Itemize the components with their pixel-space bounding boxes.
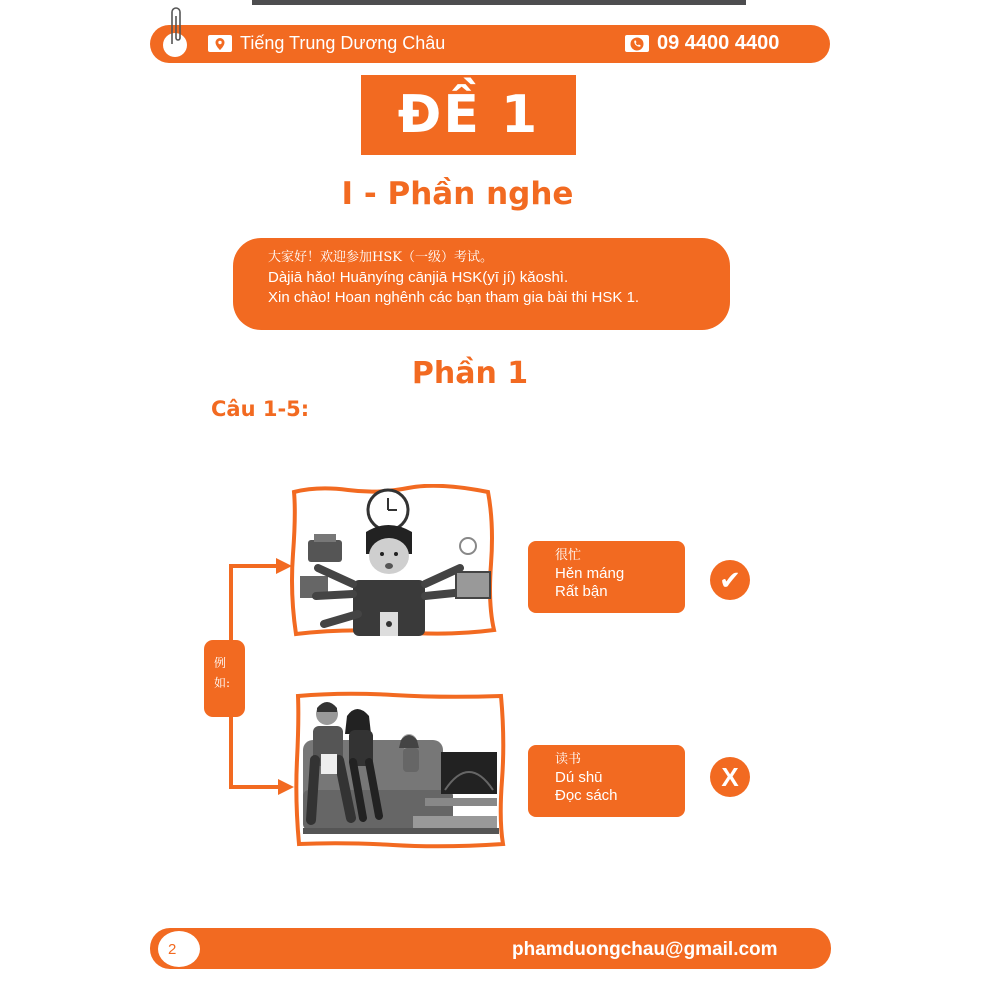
paperclip-icon: [168, 4, 184, 48]
busy-woman-illustration: [288, 484, 498, 638]
card-2-pinyin: Dú shū: [555, 769, 603, 786]
intro-pinyin: Dàjiā hǎo! Huānyíng cānjiā HSK(yī jí) kǎoshì.: [268, 269, 569, 286]
intro-vietnamese: Xin chào! Hoan nghênh các bạn tham gia bài thi HSK 1.: [268, 289, 640, 306]
family-watching-tv-illustration: [293, 690, 507, 850]
example-label: [204, 640, 245, 717]
question-range: Câu 1-5:: [211, 397, 310, 421]
example-label-line1: 例: [214, 656, 227, 670]
header-brand: [208, 33, 445, 54]
location-pin-icon: [208, 35, 232, 52]
top-dark-strip: [252, 0, 746, 5]
card-1-pinyin: Hěn máng: [555, 565, 625, 582]
example-label-line2: 如:: [214, 676, 231, 690]
phone-number: 09 4400 4400: [657, 32, 780, 54]
phone-icon: [625, 35, 649, 52]
page-number: 2: [158, 931, 200, 967]
section-title: I - Phần nghe: [341, 176, 574, 212]
contact-email: phamduongchau@gmail.com: [512, 939, 778, 960]
brand-name: Tiếng Trung Dương Châu: [240, 33, 446, 53]
header-phone: [625, 32, 779, 55]
part-title: Phần 1: [411, 356, 529, 391]
card-2-vietnamese: Đọc sách: [555, 787, 618, 804]
card-2-chinese: 读书: [555, 752, 582, 767]
intro-chinese: 大家好！欢迎参加HSK（一级）考试。: [268, 250, 493, 265]
card-1-vietnamese: Rất bận: [555, 583, 608, 600]
example-card-1: [528, 541, 685, 613]
cross-icon: X: [710, 757, 750, 797]
card-1-chinese: 很忙: [555, 548, 582, 563]
exam-title: ĐỀ 1: [361, 75, 576, 155]
check-icon: ✔: [710, 560, 750, 600]
intro-box: [233, 238, 730, 330]
example-card-2: [528, 745, 685, 817]
